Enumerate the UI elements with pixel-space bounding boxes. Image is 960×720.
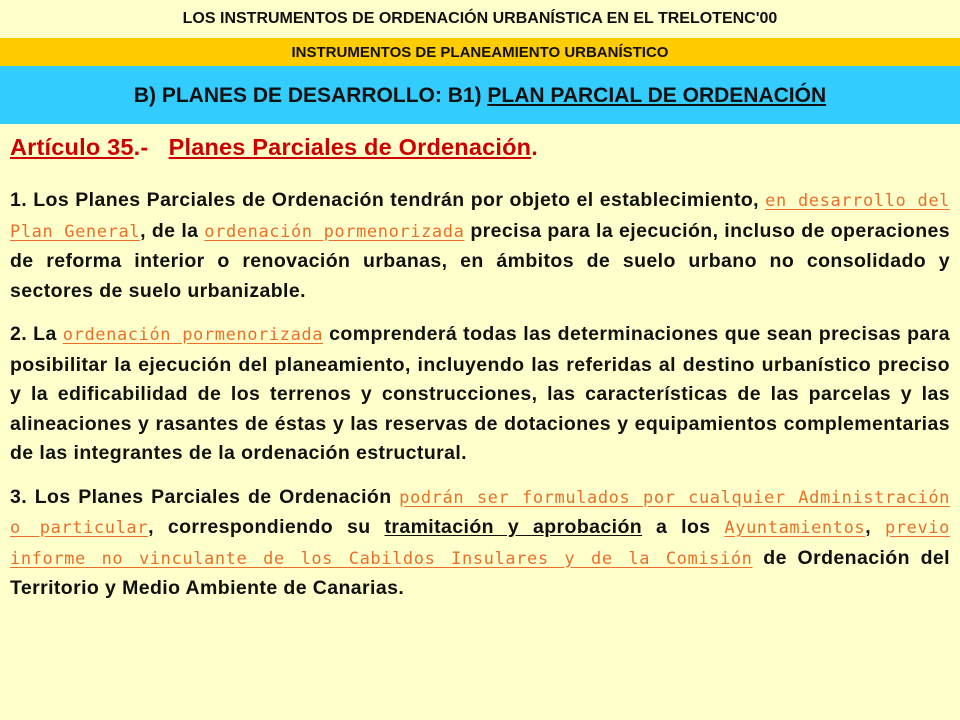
p3-text-5: de Ordenación del Territorio y Medio Ambiente de Canarias [10,546,950,599]
p1-highlight-ordenacion: ordenación pormenorizada [204,221,465,242]
p1-text-1: 1. Los Planes Parciales de Ordenación tendrán por objeto el establecimiento, [10,189,766,211]
p3-underlined-tramitacion: tramitación y aprobación [384,516,643,538]
p3-text-2: , correspondiendo su [148,516,385,538]
p2-text-1: 2. La [10,323,63,345]
p1-text-3: precisa para la ejecución, incluso de operaciones de reforma interior o renovación urbanas, en ámbitos de suelo urbano no consolidado y sectores de suelo urbanizable. [10,219,951,302]
p2-text-2: comprenderá todas las determinaciones que sean precisas para posibilitar la ejecución del planeamiento, incluyendo las referidas al destino urbanístico preciso y la edificabilidad de los terrenos y construcciones, las características de las parcelas y las alineaciones y rasantes de éstas y las reservas de dotaciones y equipamientos complementarias de las integrantes de la ordenación estructural. [10,323,950,464]
p3-highlight-ayuntamientos: Ayuntamientos [724,518,866,538]
article-heading [10,134,950,161]
top-title: LOS INSTRUMENTOS DE ORDENACIÓN URBANÍSTICA EN EL TRELOTENC'00 [182,10,778,27]
section-title: PLAN PARCIAL DE ORDENACIÓN [487,84,827,107]
section-prefix: B) PLANES DE DESARROLLO: B1) [133,84,488,107]
p3-text-4: , [865,516,885,538]
article-body [10,186,950,618]
paragraph-1 [10,186,950,306]
article-number: Artículo 35 [10,134,134,160]
p1-text-2: , de la [140,219,205,242]
p3-text-1: 3. Los Planes Parciales de Ordenación [10,485,400,508]
article-name: Planes Parciales de Ordenación [168,134,532,160]
p3-text-3: a los [642,516,725,538]
p3-highlight-formulados: podrán ser formulados por cualquier Administración o particular [10,487,950,538]
article-separator: .- [133,134,149,160]
article-end: . [531,134,538,160]
p2-highlight-ordenacion: ordenación pormenorizada [62,325,324,345]
paragraph-2 [10,320,950,469]
section-bar [0,66,960,124]
p1-highlight-plan-general: en desarrollo del Plan General [10,191,950,242]
p3-highlight-informe: previo informe no vinculante de los Cabildos Insulares y de la Comisión [10,518,950,569]
article-gap [148,134,168,160]
top-title-bar [0,0,960,38]
subtitle: INSTRUMENTOS DE PLANEAMIENTO URBANÍSTICO [291,44,669,61]
subtitle-bar [0,38,960,66]
paragraph-3 [10,483,950,604]
p3-text-6: . [398,577,405,599]
